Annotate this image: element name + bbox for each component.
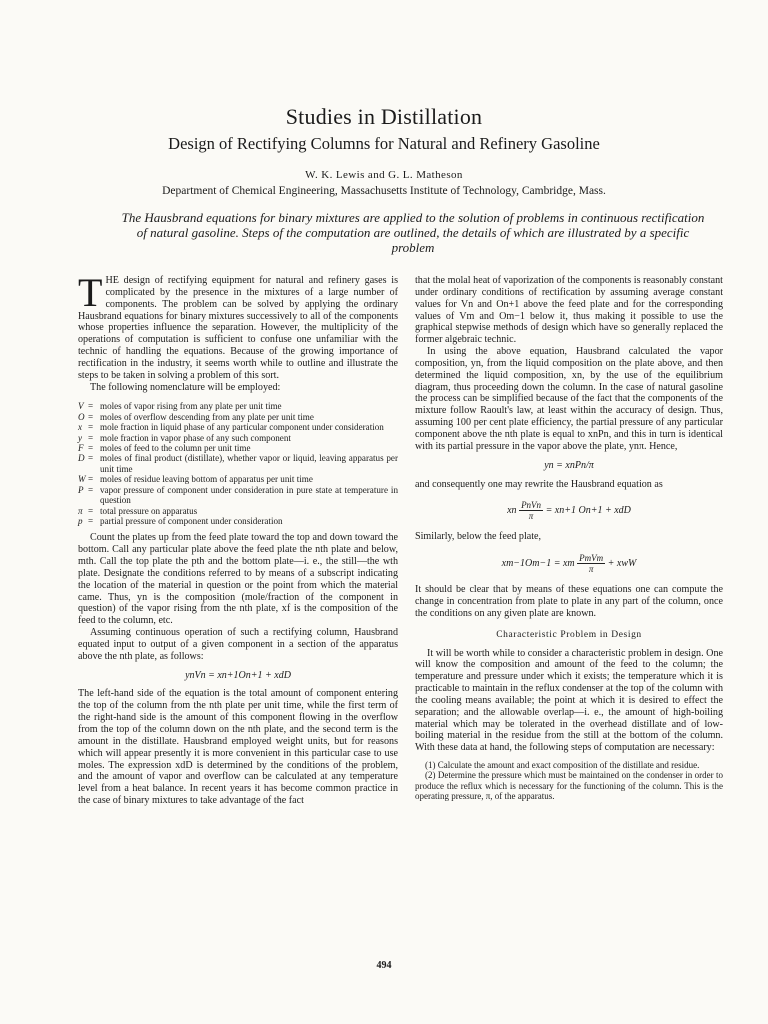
nomenclature-symbol: x — [78, 422, 83, 433]
nomenclature-item — [78, 485, 398, 506]
nomenclature-item — [78, 506, 398, 516]
intro-paragraph: THE design of rectifying equipment for natural and refinery gases is complicated by the presence in the mixtures of a large number of components. The problem can be solved by applying the ordinary Hausbrand equations for binary mixtures successively to all of the components whose properties influence the separation. However, the multiplicity of the operations of computation is sufficient to confuse one unfamiliar with the technic of handling the equations. Because of the growing importance of rectification in the industry, it seems worth while to outline and illustrate the steps to be taken in solving a problem of this sort. — [78, 270, 398, 381]
nomenclature-item — [78, 474, 398, 484]
affiliation-line: Department of Chemical Engineering, Massachusetts Institute of Technology, Cambridge, Mass. — [162, 185, 606, 197]
step-2: (2) Determine the pressure which must be maintained on the condenser in order to produce the reflux which is necessary for the functioning of the column. This is the operating pressure, π, of the apparatus. — [415, 770, 723, 801]
paragraph-raoult: In using the above equation, Hausbrand calculated the vapor composition, yn, from the liquid composition on the plate above, and then determined the liquid composition, xn, by the use of the equilibrium diagram, thus proceeding down the column. In the case of natural gasoline the process can be simplified because of the fact that the components of the mixture follow Raoult's law, at least within the accuracy of design. Thus, assuming 100 per cent plate efficiency, the partial pressure of any particular component above the nth plate is equal to xnPn, and this in turn is identical with its partial pressure in the vapor above the plate, ynπ. Hence, — [415, 346, 723, 452]
nomenclature-definition: moles of feed to the column per unit time — [100, 443, 251, 454]
equation-raoult: yn = xnPn/π — [544, 459, 594, 471]
nomenclature-definition: mole fraction in vapor phase of any such component — [100, 432, 291, 443]
nomenclature-definition: moles of final product (distillate), whether vapor or liquid, leaving apparatus per unit time — [100, 453, 398, 474]
equals-sign: = — [88, 401, 94, 412]
nomenclature-definition: moles of overflow descending from any plate per unit time — [100, 411, 314, 422]
section-heading: Characteristic Problem in Design — [496, 629, 642, 640]
nomenclature-definition: total pressure on apparatus — [100, 505, 198, 516]
nomenclature-definition: mole fraction in liquid phase of any particular component under consideration — [100, 422, 384, 433]
nomenclature-item — [78, 433, 398, 443]
fraction: $\frac{\text{PmVm}}{\pi}$ — [579, 553, 604, 575]
right-column — [415, 275, 723, 801]
drop-cap: T — [78, 270, 103, 315]
equals-sign: = — [88, 515, 94, 526]
paragraph-compute: It should be clear that by means of these equations one can compute the change in concentration from plate to plate in any part of the column, once the conditions on any given plate are known. — [415, 584, 723, 619]
nomenclature-symbol: P — [78, 484, 84, 495]
nomenclature-symbol: F — [78, 443, 84, 454]
nomenclature-item — [78, 401, 398, 411]
nomenclature-item — [78, 453, 398, 474]
nomenclature-list — [78, 401, 398, 526]
equals-sign: = — [88, 411, 94, 422]
fraction: $\frac{\text{PnVn}}{\pi}$ — [521, 500, 542, 522]
page-number: 494 — [376, 960, 392, 971]
nomenclature-intro: The following nomenclature will be employed: — [90, 381, 281, 393]
nomenclature-definition: vapor pressure of component under consideration in pure state at temperature in question — [100, 484, 398, 506]
equals-sign: = — [88, 484, 94, 495]
paragraph-explanation: The left-hand side of the equation is the total amount of component entering the top of the column from the nth plate per unit time, while the first term of the right-hand side is the amount of this component flowing in the overflow from the top of the column down on the nth plate, and the second term is the amount in the distillate. Hausbrand employed weight units, but for reasons which will appear presently it is more convenient in this particular case to use moles. The expression xdD is determined by the conditions of the problem, and the amount of vapor and overflow can be calculated at any temperature level from a heat balance. In recent years it has become common practice in the case of binary mixtures to take advantage of the fact — [78, 688, 398, 807]
nomenclature-symbol: W — [78, 474, 86, 485]
paragraph-plates: Count the plates up from the feed plate toward the top and down toward the bottom. Call any particular plate above the feed plate the nth plate and below, mth. Call the top plate the pth and the bottom plate—i. e., the still—the wth plate. Designate the conditions referred to by means of a subscript indicating the location of the material in question or the point from which the material came. Thus, yn is the composition (mole/fraction of the component in question) of the vapor rising from the nth plate, xf is the composition of the feed to the column, etc. — [78, 532, 398, 627]
nomenclature-item — [78, 443, 398, 453]
paragraph-molal-heat: that the molal heat of vaporization of the components is reasonably constant under ordinary conditions of rectification by assuming average constant values for Vn and On+1 above the feed plate and for the corresponding values of Vm and Om−1 below it, thus making it possible to use the graphical stepwise methods of design which have so generally replaced the former algebraic technic. — [415, 275, 723, 346]
abstract: The Hausbrand equations for binary mixtures are applied to the solution of problems in continuous rectification of natural gasoline. Steps of the computation are outlined, the details of which are illustrated by a specific problem — [121, 210, 705, 255]
nomenclature-symbol: O — [78, 411, 85, 422]
nomenclature-definition: moles of residue leaving bottom of apparatus per unit time — [100, 474, 313, 485]
nomenclature-item — [78, 422, 398, 432]
nomenclature-item — [78, 412, 398, 422]
left-column — [78, 270, 398, 807]
equals-sign: = — [88, 453, 94, 464]
steps-list — [415, 760, 723, 801]
paragraph-rewrite: and consequently one may rewrite the Hausbrand equation as — [415, 478, 663, 490]
nomenclature-symbol: y — [78, 432, 83, 443]
equals-sign: = — [88, 505, 94, 516]
nomenclature-symbol: D — [78, 453, 85, 464]
equation-balance: ynVn = xn+1On+1 + xdD — [185, 669, 291, 681]
equation-below-feed: xm−1Om−1 = xm $\frac{\text{PmVm}}{\pi}$ + xwW — [501, 553, 637, 575]
equals-sign: = — [88, 443, 94, 454]
nomenclature-symbol: π — [78, 505, 83, 516]
paragraph-below-feed: Similarly, below the feed plate, — [415, 531, 542, 543]
author-line: W. K. Lewis and G. L. Matheson — [305, 169, 463, 181]
paragraph-hausbrand: Assuming continuous operation of such a rectifying column, Hausbrand equated input to output of a given component in a section of the apparatus above the nth plate, as follows: — [78, 627, 398, 662]
step-1: (1) Calculate the amount and exact composition of the distillate and residue. — [425, 760, 700, 771]
nomenclature-definition: moles of vapor rising from any plate per unit time — [100, 401, 282, 412]
equals-sign: = — [88, 422, 94, 433]
article-subtitle: Design of Rectifying Columns for Natural and Refinery Gasoline — [168, 134, 600, 153]
nomenclature-item — [78, 516, 398, 526]
equals-sign: = — [88, 432, 94, 443]
equals-sign: = — [88, 474, 94, 485]
nomenclature-definition: partial pressure of component under consideration — [100, 515, 283, 526]
equation-above-feed: xn $\frac{\text{PnVn}}{\pi}$ = xn+1 On+1 + xdD — [507, 500, 631, 522]
article-title: Studies in Distillation — [285, 104, 483, 129]
paragraph-problem: It will be worth while to consider a characteristic problem in design. One will know the composition and amount of the feed to the column; the temperature and pressure under which it exists; the temperature which it is practicable to maintain in the reflux condenser at the top of the column with the cooling means available; the point at which it is desired to effect the separation; and the allowable overlap—i. e., the amount of high-boiling material which may be tolerated in the overhead distillate and of low-boiling material in the residue from the still at the bottom of the column. With these data at hand, the following steps of computation are necessary: — [415, 647, 723, 754]
nomenclature-symbol: p — [78, 515, 83, 526]
nomenclature-symbol: V — [78, 401, 84, 412]
